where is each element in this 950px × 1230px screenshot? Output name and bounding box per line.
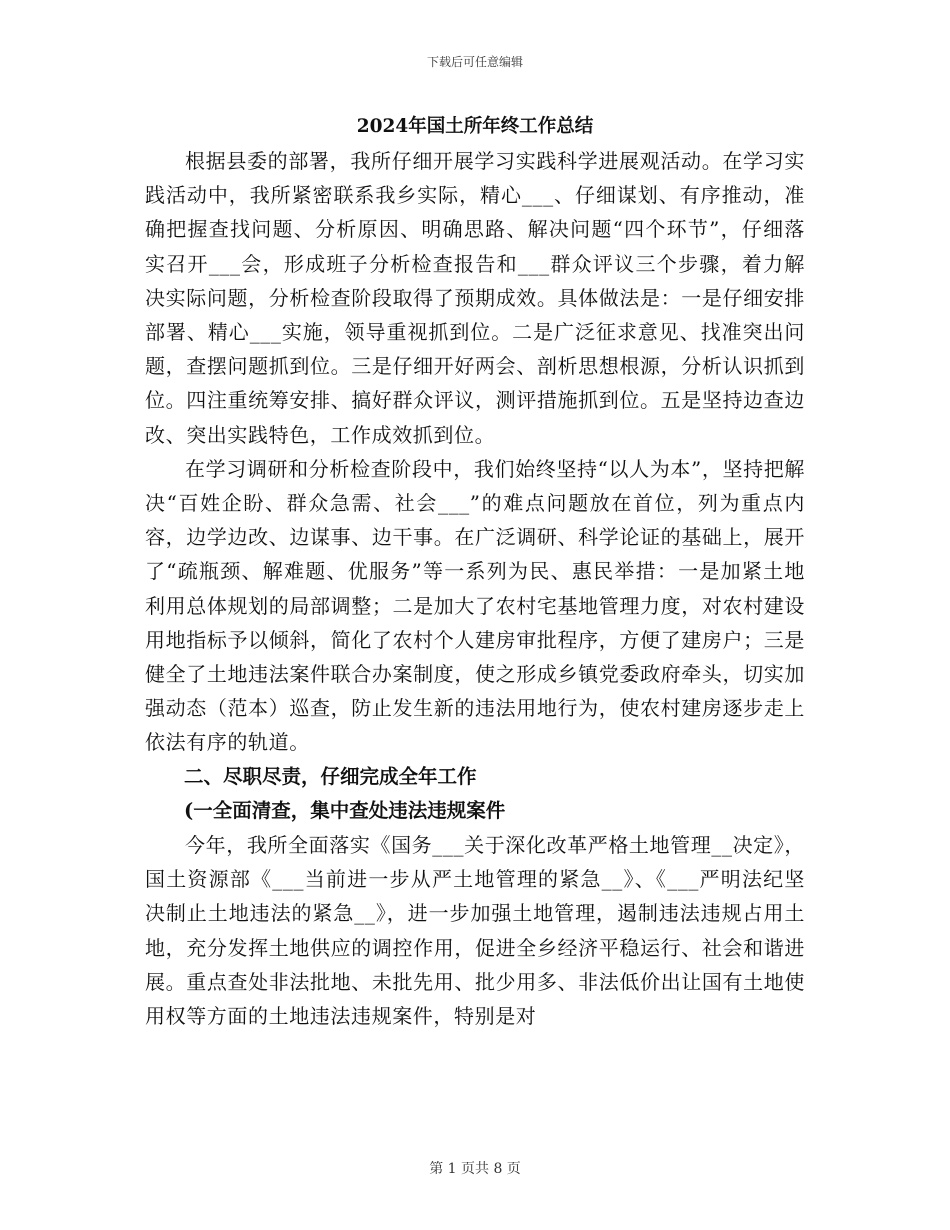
paragraph-2: 在学习调研和分析检查阶段中，我们始终坚持“以人为本”，坚持把解决“百姓企盼、群众急需、社会___”的难点问题放在首位，列为重点内容，边学边改、边谋事、边干事。在广泛调研、科学论证的基础上，展开了“疏瓶颈、解难题、优服务”等一系列为民、惠民举措：一是加紧土地利用总体规划的局部调整；二是加大了农村宅基地管理力度，对农村建设用地指标予以倾斜，简化了农村个人建房审批程序，方便了建房户；三是健全了土地违法案件联合办案制度，使之形成乡镇党委政府牵头，切实加强动态（范本）巡查，防止发生新的违法用地行为，使农村建房逐步走上依法有序的轨道。 bbox=[145, 456, 805, 755]
page-number: 第 1 页共 8 页 bbox=[429, 1161, 521, 1177]
header-note: 下载后可任意编辑 bbox=[426, 55, 523, 69]
section-heading: 二、尽职尽责，仔细完成全年工作 bbox=[184, 764, 477, 788]
subsection-heading: (一全面清查，集中查处违法违规案件 bbox=[184, 798, 506, 822]
paragraph-3: 今年，我所全面落实《国务___关于深化改革严格土地管理__决定》，国土资源部《___当前进一步从严土地管理的紧急__》、《___严明法纪坚决制止土地违法的紧急__》，进一步加强土地管理，遏制违法违规占用土地，充分发挥土地供应的调控作用，促进全乡经济平稳运行、社会和谐进展。重点查处非法批地、未批先用、批少用多、非法低价出让国有土地使用权等方面的土地违法违规案件，特别是对 bbox=[145, 833, 805, 1029]
document-title: 2024年国土所年终工作总结 bbox=[356, 116, 594, 137]
paragraph-1: 根据县委的部署，我所仔细开展学习实践科学进展观活动。在学习实践活动中，我所紧密联系我乡实际，精心___、仔细谋划、有序推动，准确把握查找问题、分析原因、明确思路、解决问题“四个环节”，仔细落实召开___会，形成班子分析检查报告和___群众评议三个步骤，着力解决实际问题，分析检查阶段取得了预期成效。具体做法是：一是仔细安排部署、精心___实施，领导重视抓到位。二是广泛征求意见、找准突出问题，查摆问题抓到位。三是仔细开好两会、剖析思想根源，分析认识抓到位。四注重统筹安排、搞好群众评议，测评措施抓到位。五是坚持边查边改、突出实践特色，工作成效抓到位。 bbox=[145, 149, 805, 447]
document-page bbox=[145, 112, 805, 1033]
